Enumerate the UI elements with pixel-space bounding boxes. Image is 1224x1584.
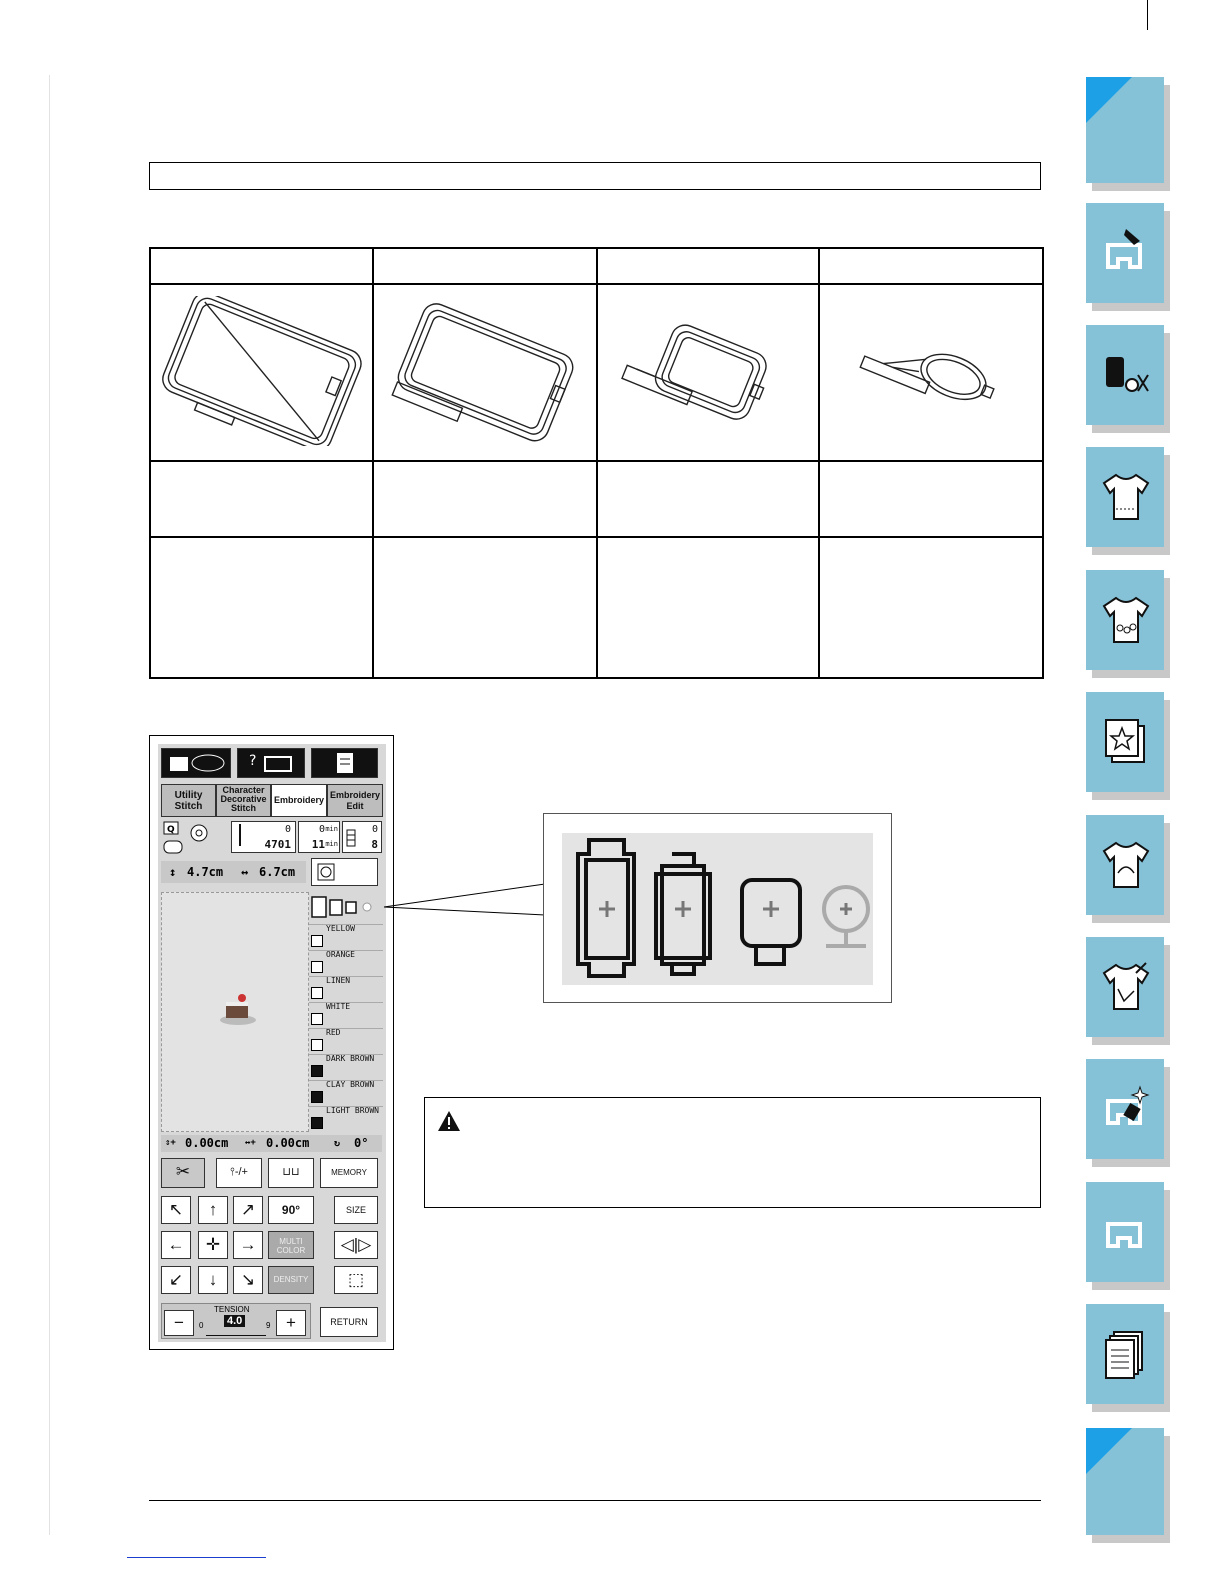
tab-embroidery-edit[interactable] xyxy=(327,784,383,817)
svg-text:Q: Q xyxy=(167,825,175,835)
mirror-button[interactable] xyxy=(334,1231,378,1259)
section-title-box xyxy=(149,162,1041,190)
hoop-indicator-enlarged xyxy=(544,814,891,1002)
tension-minus-button[interactable] xyxy=(164,1310,194,1336)
multi-color-button[interactable] xyxy=(268,1231,314,1259)
needle-icon: ⫯ xyxy=(230,1166,235,1178)
tab-corner-icon xyxy=(1086,1428,1132,1474)
time-unit: min xyxy=(325,825,338,833)
hoop-indicator-zoom xyxy=(543,813,892,1003)
table-cell xyxy=(373,537,597,678)
tension-control xyxy=(161,1303,311,1339)
thread-color-name: DARK BROWN xyxy=(326,1054,375,1063)
cake-design-thumbnail xyxy=(218,992,258,1026)
help-button[interactable] xyxy=(237,748,305,778)
move-down-right-button[interactable] xyxy=(233,1266,263,1294)
thread-color-row[interactable] xyxy=(309,1002,383,1027)
trial-button[interactable] xyxy=(334,1266,378,1294)
density-label: DENSITY xyxy=(273,1275,309,1284)
hoop-medium-illustration xyxy=(601,296,816,446)
callout-line xyxy=(380,880,550,920)
thread-color-name: YELLOW xyxy=(326,924,355,933)
scissors-button[interactable] xyxy=(161,1158,205,1188)
color-current: 0 xyxy=(371,824,378,835)
footer-link-underline xyxy=(127,1557,266,1558)
table-cell xyxy=(597,537,819,678)
move-up-right-button[interactable] xyxy=(233,1196,263,1224)
hoop-extra-large-illustration xyxy=(154,296,369,446)
thread-color-row[interactable] xyxy=(309,924,383,949)
tension-plus-button[interactable] xyxy=(276,1310,306,1336)
move-right-button[interactable] xyxy=(233,1231,263,1259)
color-count-display xyxy=(342,821,382,853)
table-header-row xyxy=(150,248,1043,284)
stitch-current: 0 xyxy=(284,824,291,835)
shirt-design-icon xyxy=(1100,839,1152,891)
stitch-count-display xyxy=(231,821,296,853)
position-vertical: 0.00cm xyxy=(185,1136,229,1150)
chapter-tab-appendix[interactable] xyxy=(1086,1304,1164,1404)
thread-color-row[interactable] xyxy=(309,1106,383,1131)
table-header-cell xyxy=(597,248,819,284)
shirt-needle-icon xyxy=(1100,961,1152,1013)
machine-cleaning-icon xyxy=(1100,1083,1152,1135)
document-settings-icon xyxy=(330,751,360,775)
chapter-tab-troubleshooting[interactable] xyxy=(1086,1182,1164,1282)
move-left-button[interactable] xyxy=(161,1231,191,1259)
thread-spool-swatch xyxy=(311,935,323,947)
thread-spool-swatch xyxy=(311,961,323,973)
tab-label: Utility Stitch xyxy=(174,790,203,812)
foot-button[interactable] xyxy=(268,1158,314,1188)
chapter-tab-machine-setup[interactable] xyxy=(1086,203,1164,303)
chapter-tab-embroidery[interactable] xyxy=(1086,692,1164,792)
arrow-up-left-icon: ↖ xyxy=(168,1200,184,1219)
table-header-cell xyxy=(150,248,373,284)
tab-corner-icon xyxy=(1086,77,1132,123)
chapter-tab-my-custom-stitch[interactable] xyxy=(1086,937,1164,1037)
vertical-move-icon: ⇕+ xyxy=(165,1138,176,1148)
trial-frame-icon: ⬚ xyxy=(347,1270,365,1289)
thread-spool-swatch xyxy=(311,1117,323,1129)
thread-spool-swatch xyxy=(311,1013,323,1025)
chapter-tab-maintenance[interactable] xyxy=(1086,1059,1164,1159)
thread-color-name: LIGHT BROWN xyxy=(326,1106,379,1115)
arrow-left-icon: ← xyxy=(167,1235,185,1254)
design-height: 4.7cm xyxy=(187,865,224,879)
hoop-star-icon xyxy=(1100,716,1152,768)
table-row xyxy=(150,537,1043,678)
size-readout xyxy=(161,861,306,883)
chapter-tab-current[interactable] xyxy=(1086,77,1164,183)
tab-label: Embroidery Edit xyxy=(329,790,380,811)
machine-icon xyxy=(1100,1206,1152,1258)
lcd-screen-figure xyxy=(149,735,394,1350)
multi-color-label: MULTI COLOR xyxy=(276,1237,306,1255)
scissors-icon: ✂ xyxy=(175,1162,191,1181)
tab-label: Embroidery xyxy=(273,795,324,805)
arrow-up-icon: ↑ xyxy=(208,1200,218,1219)
hoop-small-cell xyxy=(819,284,1043,461)
warning-triangle-icon xyxy=(437,1110,461,1132)
hoop-large-illustration xyxy=(378,296,593,446)
arrow-down-left-icon: ↙ xyxy=(168,1270,184,1289)
arrow-up-right-icon: ↗ xyxy=(240,1200,256,1219)
presser-foot-bobbin-icon xyxy=(163,821,209,855)
time-unit: min xyxy=(325,840,338,848)
embroidery-preview-area[interactable] xyxy=(161,892,309,1132)
shirt-abc-icon xyxy=(1100,594,1152,646)
design-width: 6.7cm xyxy=(259,865,296,879)
center-button[interactable] xyxy=(198,1231,228,1259)
position-horizontal: 0.00cm xyxy=(266,1136,310,1150)
arrow-right-icon: → xyxy=(239,1235,257,1254)
needle-minus-plus-label: -/+ xyxy=(234,1166,248,1178)
move-up-left-button[interactable] xyxy=(161,1196,191,1224)
thread-color-name: WHITE xyxy=(326,1002,351,1011)
arrow-down-icon: ↓ xyxy=(208,1270,218,1289)
time-current: 0 xyxy=(318,824,325,835)
thread-color-row[interactable] xyxy=(309,1028,383,1053)
size-button[interactable] xyxy=(334,1196,378,1224)
tension-scale xyxy=(206,1332,266,1336)
return-button[interactable] xyxy=(320,1307,378,1337)
table-header-cell xyxy=(373,248,597,284)
chapter-tab-embroidery-edit[interactable] xyxy=(1086,815,1164,915)
help-machine-icon xyxy=(241,751,301,775)
return-label: RETURN xyxy=(330,1317,368,1327)
hoop-small-illustration xyxy=(824,296,1039,446)
thread-color-row[interactable] xyxy=(309,976,383,1001)
left-margin-guide xyxy=(49,75,50,1535)
height-arrow-icon: ↕ xyxy=(169,865,177,879)
table-cell xyxy=(373,461,597,537)
tension-label: TENSION xyxy=(214,1305,250,1314)
minus-icon: − xyxy=(174,1313,184,1332)
caution-box xyxy=(424,1097,1041,1208)
tension-value: 4.0 xyxy=(224,1315,245,1327)
density-button[interactable] xyxy=(268,1266,314,1294)
tab-label: Character Decorative Stitch xyxy=(220,785,267,813)
time-total: 11 xyxy=(311,838,325,851)
move-up-button[interactable] xyxy=(198,1196,228,1224)
presser-foot-indicator xyxy=(163,821,189,853)
presser-foot-icon: ⊔⊔ xyxy=(282,1166,300,1178)
hoop-image-icon xyxy=(316,862,336,882)
lcd-screen xyxy=(158,744,386,1342)
tension-max: 9 xyxy=(266,1321,271,1330)
move-down-left-button[interactable] xyxy=(161,1266,191,1294)
rotate-90-button[interactable] xyxy=(268,1196,314,1224)
top-edge-mark xyxy=(1147,0,1148,30)
table-row xyxy=(150,461,1043,537)
thread-spool-swatch xyxy=(311,1065,323,1077)
needle-position-button[interactable] xyxy=(216,1158,262,1188)
hoop-large-cell xyxy=(373,284,597,461)
footer-rule xyxy=(149,1500,1041,1501)
move-down-button[interactable] xyxy=(198,1266,228,1294)
rotate-icon: ↻ xyxy=(334,1138,341,1149)
table-cell xyxy=(819,461,1043,537)
memory-button[interactable] xyxy=(320,1158,378,1188)
chapter-tab-thread[interactable] xyxy=(1086,325,1164,425)
center-icon: ✛ xyxy=(205,1235,221,1254)
tab-character-decorative[interactable] xyxy=(216,784,271,817)
thread-color-name: CLAY BROWN xyxy=(326,1080,375,1089)
chapter-tab-index[interactable] xyxy=(1086,1428,1164,1535)
image-button[interactable] xyxy=(311,858,378,886)
table-cell xyxy=(819,537,1043,678)
mirror-icon: ◁|▷ xyxy=(340,1235,372,1254)
position-readout xyxy=(161,1135,382,1152)
arrow-down-right-icon: ↘ xyxy=(240,1270,256,1289)
stitch-total: 4701 xyxy=(264,838,291,851)
color-total: 8 xyxy=(371,838,378,851)
table-cell xyxy=(150,461,373,537)
machine-hand-icon xyxy=(1100,227,1152,279)
table-image-row xyxy=(150,284,1043,461)
thread-color-row[interactable] xyxy=(309,1080,383,1105)
thread-spool-icon xyxy=(1100,349,1152,401)
tension-min: 0 xyxy=(199,1321,204,1330)
thread-color-name: LINEN xyxy=(326,976,351,985)
needle-icon xyxy=(234,824,246,850)
chapter-tab-sewing[interactable] xyxy=(1086,447,1164,547)
time-display xyxy=(298,821,340,853)
thread-color-row[interactable] xyxy=(309,1054,383,1079)
thread-spool-swatch xyxy=(311,1091,323,1103)
table-cell xyxy=(150,537,373,678)
thread-page-icon xyxy=(164,751,228,775)
tab-embroidery[interactable] xyxy=(271,784,327,817)
position-angle: 0° xyxy=(354,1136,369,1150)
tab-utility-stitch[interactable] xyxy=(161,784,216,817)
hoop-medium-cell xyxy=(597,284,819,461)
hoop-size-indicator xyxy=(310,894,382,920)
page-view-button[interactable] xyxy=(161,748,231,778)
width-arrow-icon: ↔ xyxy=(241,865,249,879)
thread-spool-swatch xyxy=(311,987,323,999)
horizontal-move-icon: ↔+ xyxy=(245,1138,256,1148)
chapter-tab-character-stitch[interactable] xyxy=(1086,570,1164,670)
documents-icon xyxy=(1100,1328,1152,1380)
spool-icon xyxy=(345,828,357,848)
memory-label: MEMORY xyxy=(331,1168,367,1177)
thread-color-name: RED xyxy=(326,1028,341,1037)
thread-color-row[interactable] xyxy=(309,950,383,975)
thread-color-name: ORANGE xyxy=(326,950,355,959)
rotate-label: 90° xyxy=(281,1203,301,1217)
svg-text:?: ? xyxy=(249,753,257,769)
table-cell xyxy=(597,461,819,537)
size-label: SIZE xyxy=(345,1205,366,1215)
table-header-cell xyxy=(819,248,1043,284)
plus-icon: + xyxy=(286,1313,296,1332)
shirt-icon xyxy=(1100,471,1152,523)
hoop-table xyxy=(149,247,1044,679)
hoop-extra-large-cell xyxy=(150,284,373,461)
thread-spool-swatch xyxy=(311,1039,323,1051)
settings-button[interactable] xyxy=(311,748,378,778)
